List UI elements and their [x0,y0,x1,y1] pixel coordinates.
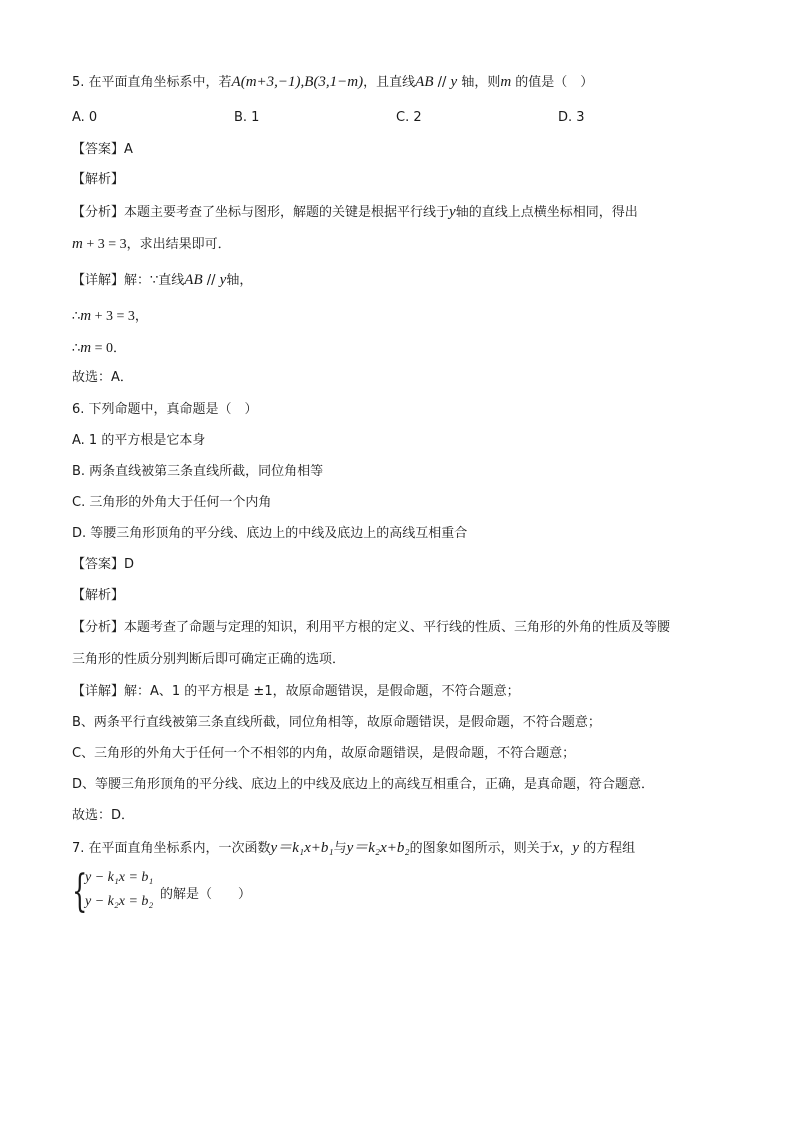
q6-option-c: C. 三角形的外角大于任何一个内角 [72,495,272,510]
q7-equation-2: y − k₂x = b₂ [85,894,154,909]
q6-stem: 6. 下列命题中，真命题是（ ） [72,402,258,417]
q5-option-a: A. 0 [72,110,98,125]
q6-detail-c: C、三角形的外角大于任何一个不相邻的内角，故原命题错误，是假命题，不符合题意； [72,746,576,761]
q5-points: A(m+3,−1),B(3,1−m) [231,74,364,90]
q5-stem: 5. 在平面直角坐标系中，若A(m+3,−1),B(3,1−m)，且直线AB // y 轴，则m 的值是（ ） [72,74,594,90]
q5-step2: ∴m = 0． [72,340,127,356]
q6-analysis-tag: 【解析】 [72,588,125,603]
brace-symbol: { [72,866,88,917]
q6-option-a: A. 1 的平方根是它本身 [72,433,206,448]
q7-equation-system [72,866,272,918]
q5-option-b: B. 1 [234,110,260,125]
q5-fenxi-line1: 【分析】本题主要考查了坐标与图形，解题的关键是根据平行线于y轴的直线上点横坐标相同，得出 [72,204,638,220]
q6-option-d: D. 等腰三角形顶角的平分线、底边上的中线及底边上的高线互相重合 [72,526,468,541]
q6-fenxi-line2: 三角形的性质分别判断后即可确定正确的选项． [72,652,346,667]
q6-choose: 故选：D． [72,808,135,823]
q6-detail-d: D、等腰三角形顶角的平分线、底边上的中线及底边上的高线互相重合，正确，是真命题，符合题意． [72,777,655,792]
q5-detail: 【详解】解：∵直线AB // y轴， [72,272,253,288]
q6-option-b: B. 两条直线被第三条直线所截，同位角相等 [72,464,324,479]
q7-function-1: y＝k₁x+b₁ [270,840,334,856]
q5-option-d: D. 3 [558,110,585,125]
q6-answer: 【答案】D [72,557,135,572]
q5-option-c: C. 2 [396,110,422,125]
q7-equation-1: y − k₁x = b₁ [85,870,154,885]
q6-detail-a: 【详解】解：A、1 的平方根是 ±1，故原命题错误，是假命题，不符合题意； [72,684,520,699]
q5-answer: 【答案】A [72,142,133,157]
q6-detail-b: B、两条平行直线被第三条直线所截，同位角相等，故原命题错误，是假命题，不符合题意； [72,715,601,730]
q5-step1: ∴m + 3 = 3， [72,308,148,324]
q7-stem: 7. 在平面直角坐标系内，一次函数y＝k₁x+b₁与y＝k₂x+b₂的图象如图所示，则关于x，y 的方程组 [72,840,636,856]
q5-analysis-tag: 【解析】 [72,172,125,187]
q6-fenxi-line1: 【分析】本题考查了命题与定理的知识，利用平方根的定义、平行线的性质、三角形的外角的性质及等腰 [72,620,671,635]
q7-function-2: y＝k₂x+b₂ [346,840,410,856]
q5-choose: 故选：A． [72,370,133,385]
q7-tail: 的解是（ ） [160,887,252,902]
q5-fenxi-line2: m + 3 = 3，求出结果即可． [72,236,231,252]
